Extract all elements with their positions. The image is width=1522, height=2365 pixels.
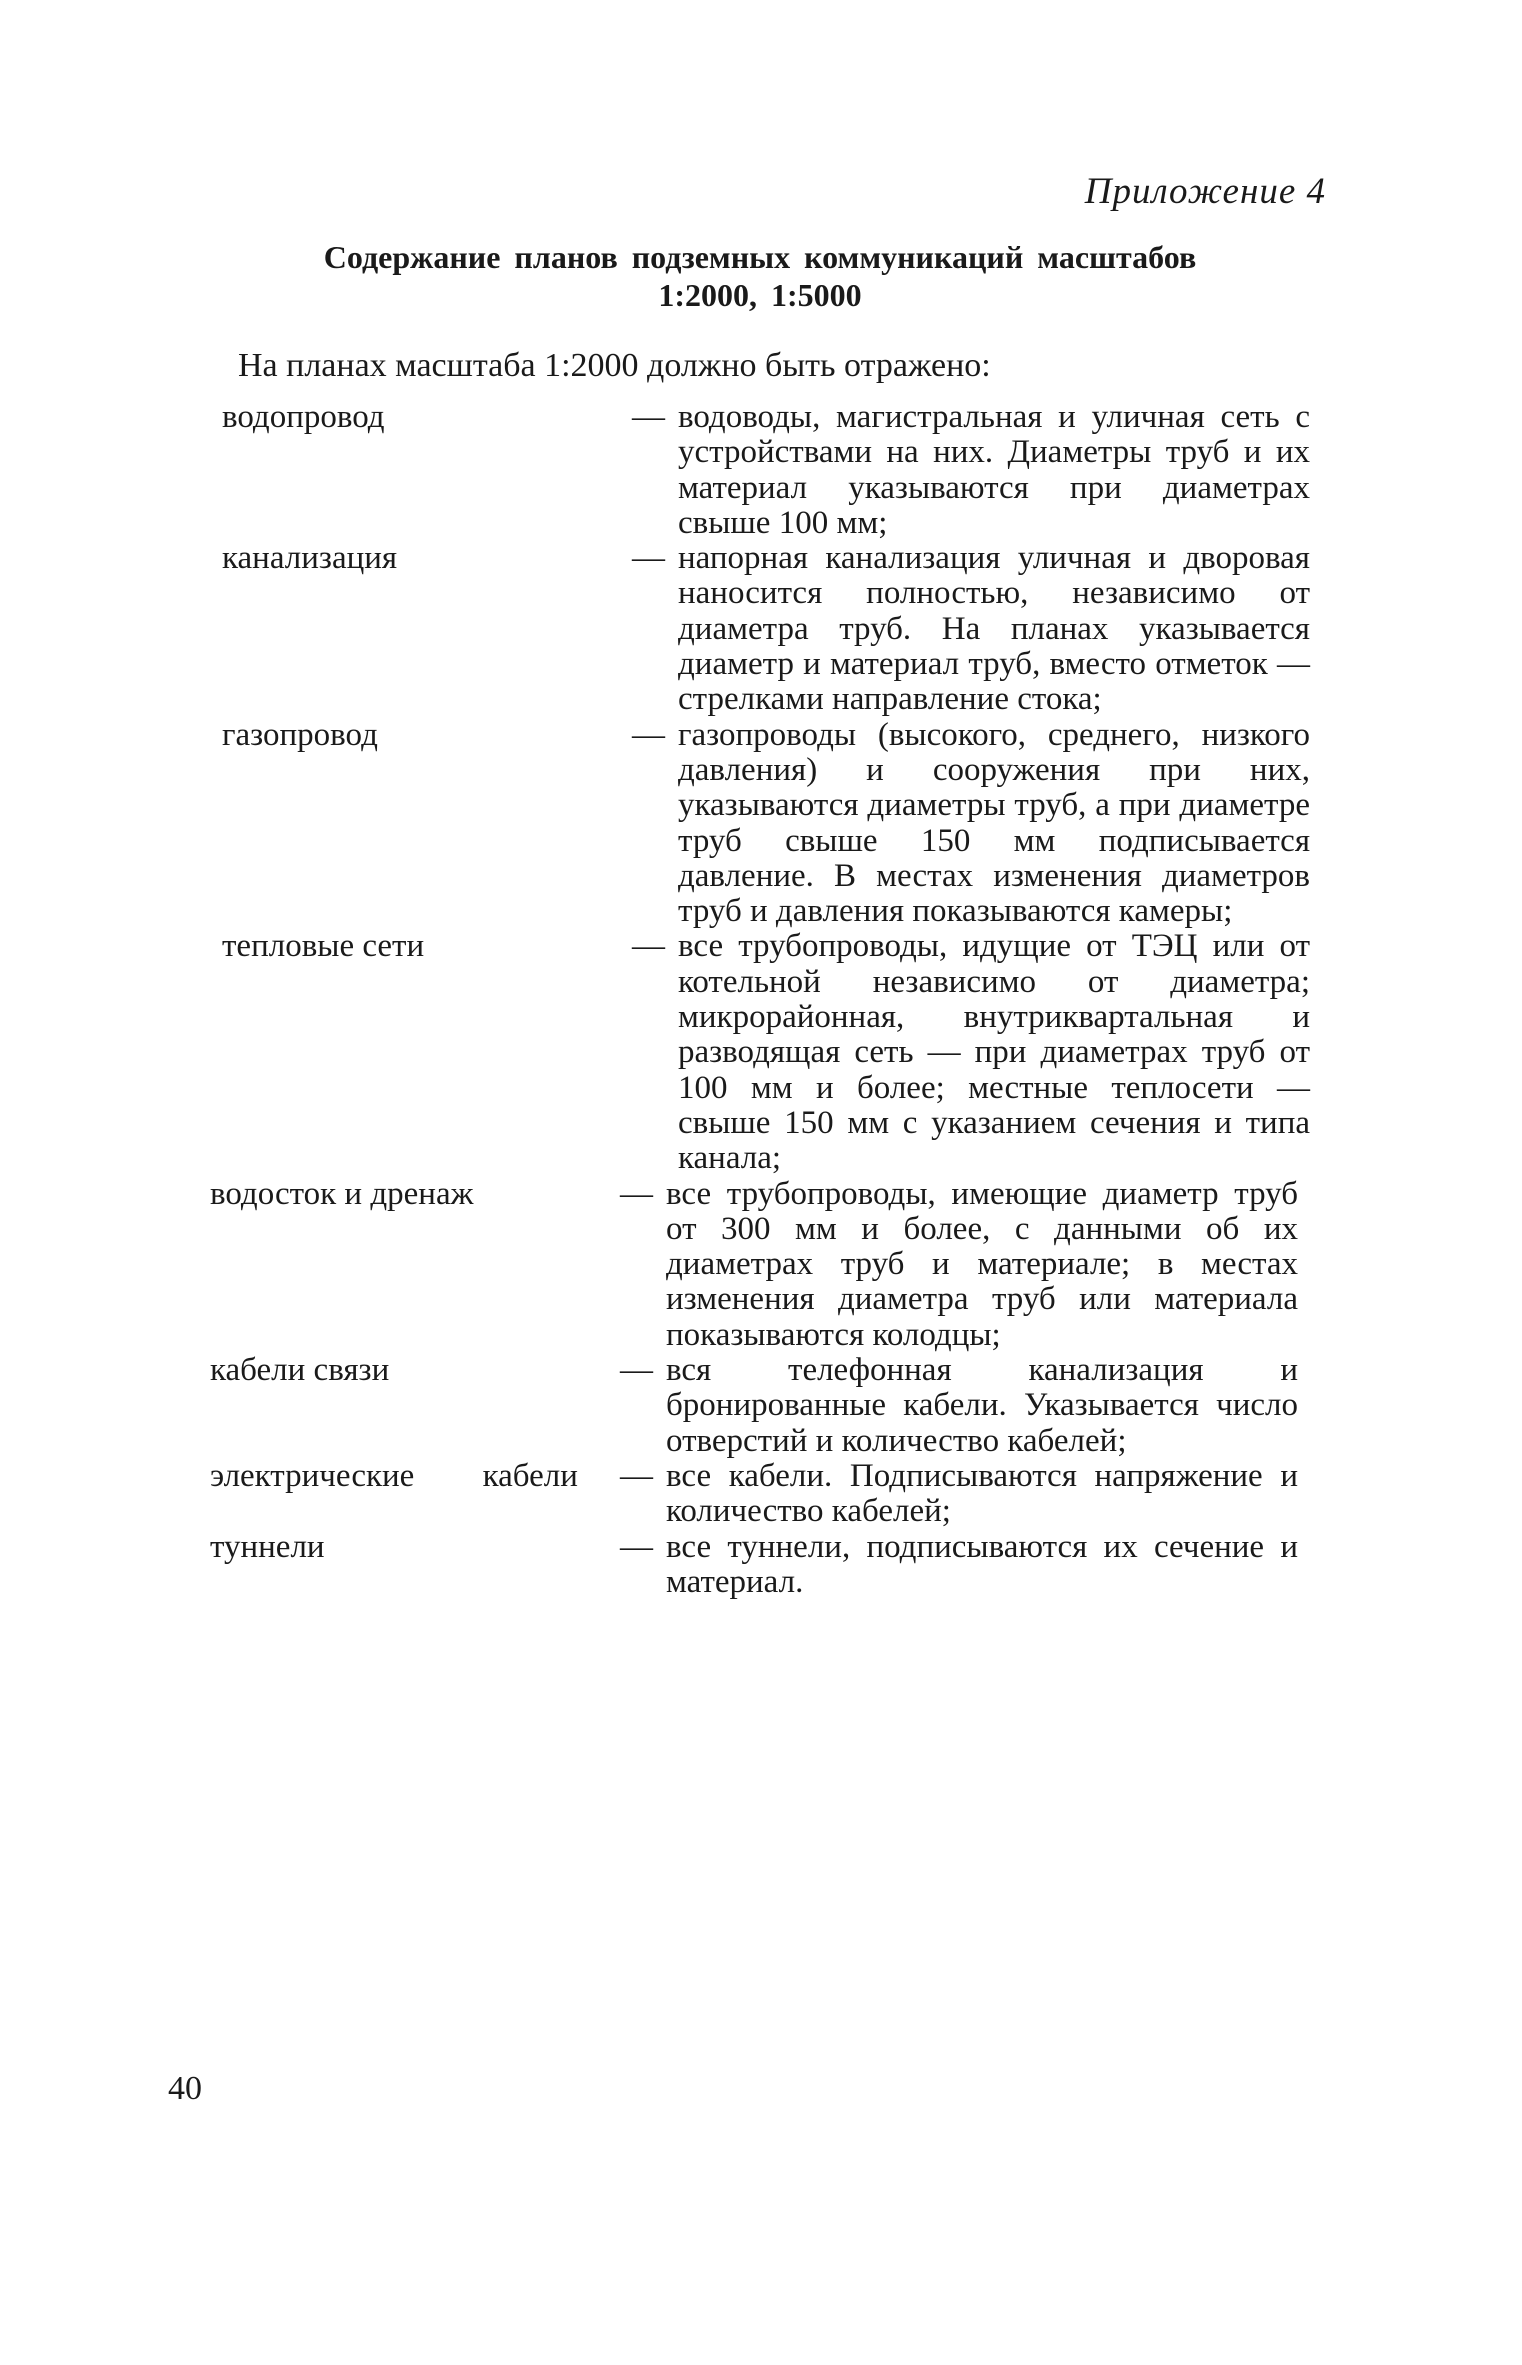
entry-description: все трубопроводы, идущие от ТЭЦ или от котельной независимо от диаметра; микрорайонная, внутриквартальная и разводящая сеть — при диаметрах труб от 100 мм и более; местные теплосети — свыше 150 мм с указанием сечения и типа канала; — [678, 928, 1310, 1177]
intro-text: На планах масштаба 1:2000 должно быть отражено: — [238, 347, 991, 384]
document-title — [200, 238, 1320, 314]
entry-name: туннели — [210, 1528, 325, 1565]
entry-dash: — — [632, 716, 665, 753]
entry-name: электрические кабели — [210, 1457, 578, 1494]
entry-dash: — — [632, 928, 665, 965]
title-line-1: Содержание планов подземных коммуникаций масштабов — [323, 239, 1197, 275]
entry-dash: — — [620, 1175, 653, 1212]
entry-name: тепловые сети — [222, 928, 425, 965]
entry-description: газопроводы (высокого, среднего, низкого давления) и сооружения при них, указываются диаметры труб, а при диаметре труб свыше 150 мм подписывается давление. В местах изменения диаметров труб и давления показываются камеры; — [678, 716, 1310, 930]
entry-description: водоводы, магистральная и уличная сеть с устройствами на них. Диаметры труб и их материал указываются при диаметрах свыше 100 мм; — [678, 399, 1310, 541]
entry-dash: — — [620, 1457, 653, 1494]
entry-heating-networks — [200, 929, 1340, 1176]
entry-tunnels — [200, 1530, 1340, 1601]
appendix-label: Приложение 4 — [1084, 171, 1326, 212]
entry-electric-cables — [200, 1459, 1340, 1530]
entry-name: канализация — [222, 540, 398, 577]
entry-gas-pipeline — [200, 718, 1340, 930]
entry-description: все кабели. Подписываются напряжение и количество кабелей; — [666, 1457, 1298, 1530]
entry-name: кабели связи — [210, 1352, 390, 1389]
entry-name: водосток и дренаж — [210, 1175, 474, 1212]
entry-description: все туннели, подписываются их сечение и материал. — [666, 1528, 1298, 1600]
entry-sewerage — [200, 541, 1340, 717]
entry-description: напорная канализация уличная и дворовая наносится полностью, независимо от диаметра труб. На планах указывается диаметр и материал труб, вместо отметок — стрелками направление стока; — [678, 540, 1310, 718]
entry-dash: — — [620, 1352, 653, 1389]
entry-name: газопровод — [222, 716, 378, 753]
entries-list — [200, 400, 1340, 1600]
entry-description: все трубопроводы, имеющие диаметр труб от 300 мм и более, с данными об их диаметрах труб и материале; в местах изменения диаметра труб или материала показываются колодцы; — [666, 1175, 1298, 1353]
entry-description: вся телефонная канализация и бронированные кабели. Указывается число отверстий и количество кабелей; — [666, 1352, 1298, 1459]
entry-dash: — — [632, 399, 665, 435]
entry-dash: — — [632, 540, 665, 577]
entry-dash: — — [620, 1528, 653, 1565]
entry-name: водопровод — [222, 399, 385, 435]
entry-water-supply — [200, 400, 1340, 541]
page-number: 40 — [168, 2070, 202, 2107]
entry-communication-cables — [200, 1353, 1340, 1459]
entry-storm-drainage — [200, 1177, 1340, 1353]
title-line-2: 1:2000, 1:5000 — [658, 277, 862, 313]
